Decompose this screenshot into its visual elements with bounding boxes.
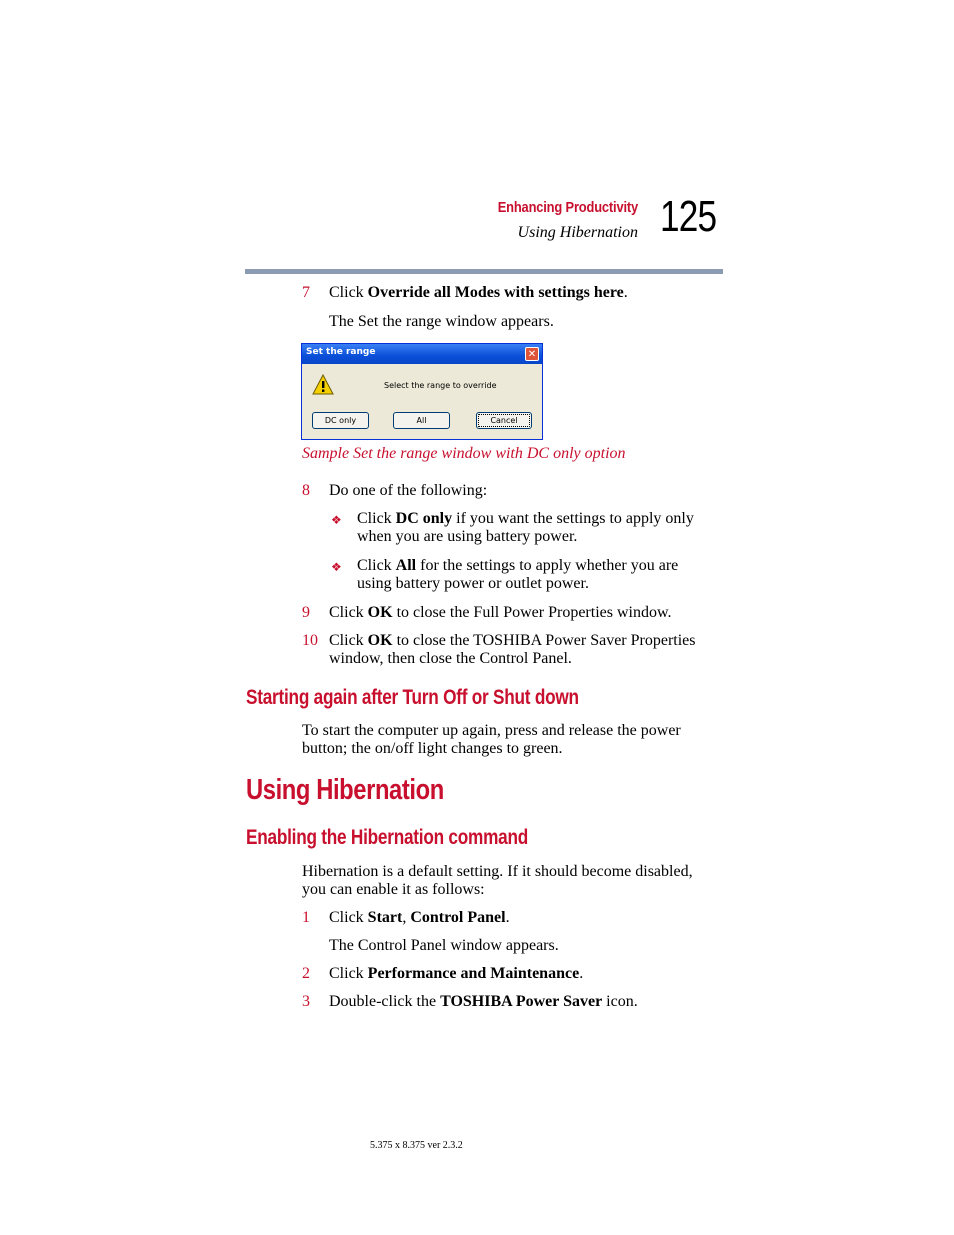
figure-caption: Sample Set the range window with DC only option (302, 445, 626, 462)
step-number: 1 (302, 909, 310, 926)
step-text: Click OK to close the TOSHIBA Power Saver Properties window, then close the Control Panel. (329, 632, 696, 667)
bullet-text: Click DC only if you want the settings to apply only when you are using battery power. (357, 510, 694, 545)
warning-icon (312, 374, 334, 396)
dialog-title: Set the range (306, 347, 376, 357)
all-button[interactable]: All (393, 412, 450, 429)
footer-version: 5.375 x 8.375 ver 2.3.2 (370, 1140, 463, 1151)
dialog-message: Select the range to override (384, 381, 497, 390)
dc-only-button[interactable]: DC only (312, 412, 369, 429)
step-text: Click Override all Modes with settings here. (329, 284, 628, 301)
step-text: Do one of the following: (329, 482, 488, 499)
bullet-text: Click All for the settings to apply whether you are using battery power or outlet power. (357, 557, 679, 592)
page-number: 125 (660, 192, 717, 241)
running-header-section: Enhancing Productivity (497, 199, 638, 216)
diamond-bullet-icon: ❖ (331, 560, 342, 574)
step-result: The Set the range window appears. (329, 313, 554, 330)
step-text: Click Start, Control Panel. (329, 909, 510, 926)
section-heading: Starting again after Turn Off or Shut down (246, 686, 579, 709)
step-number: 7 (302, 284, 310, 301)
paragraph: Hibernation is a default setting. If it should become disabled, you can enable it as follows: (302, 863, 693, 898)
diamond-bullet-icon: ❖ (331, 513, 342, 527)
step-number: 2 (302, 965, 310, 982)
step-number: 9 (302, 604, 310, 621)
chapter-heading: Using Hibernation (246, 774, 444, 806)
step-number: 3 (302, 993, 310, 1010)
step-text: Click Performance and Maintenance. (329, 965, 584, 982)
close-icon[interactable]: ✕ (525, 347, 539, 361)
dialog-title-bar (302, 344, 542, 364)
running-header-subsection: Using Hibernation (517, 224, 638, 241)
step-text: Double-click the TOSHIBA Power Saver icon. (329, 993, 638, 1010)
step-result: The Control Panel window appears. (329, 937, 559, 954)
paragraph: To start the computer up again, press and release the power button; the on/off light changes to green. (302, 722, 681, 757)
step-text: Click OK to close the Full Power Properties window. (329, 604, 672, 621)
section-heading: Enabling the Hibernation command (246, 826, 529, 849)
set-the-range-dialog (301, 343, 543, 440)
header-rule (245, 269, 723, 274)
step-number: 10 (302, 632, 318, 649)
cancel-button[interactable]: Cancel (476, 412, 532, 429)
step-number: 8 (302, 482, 310, 499)
